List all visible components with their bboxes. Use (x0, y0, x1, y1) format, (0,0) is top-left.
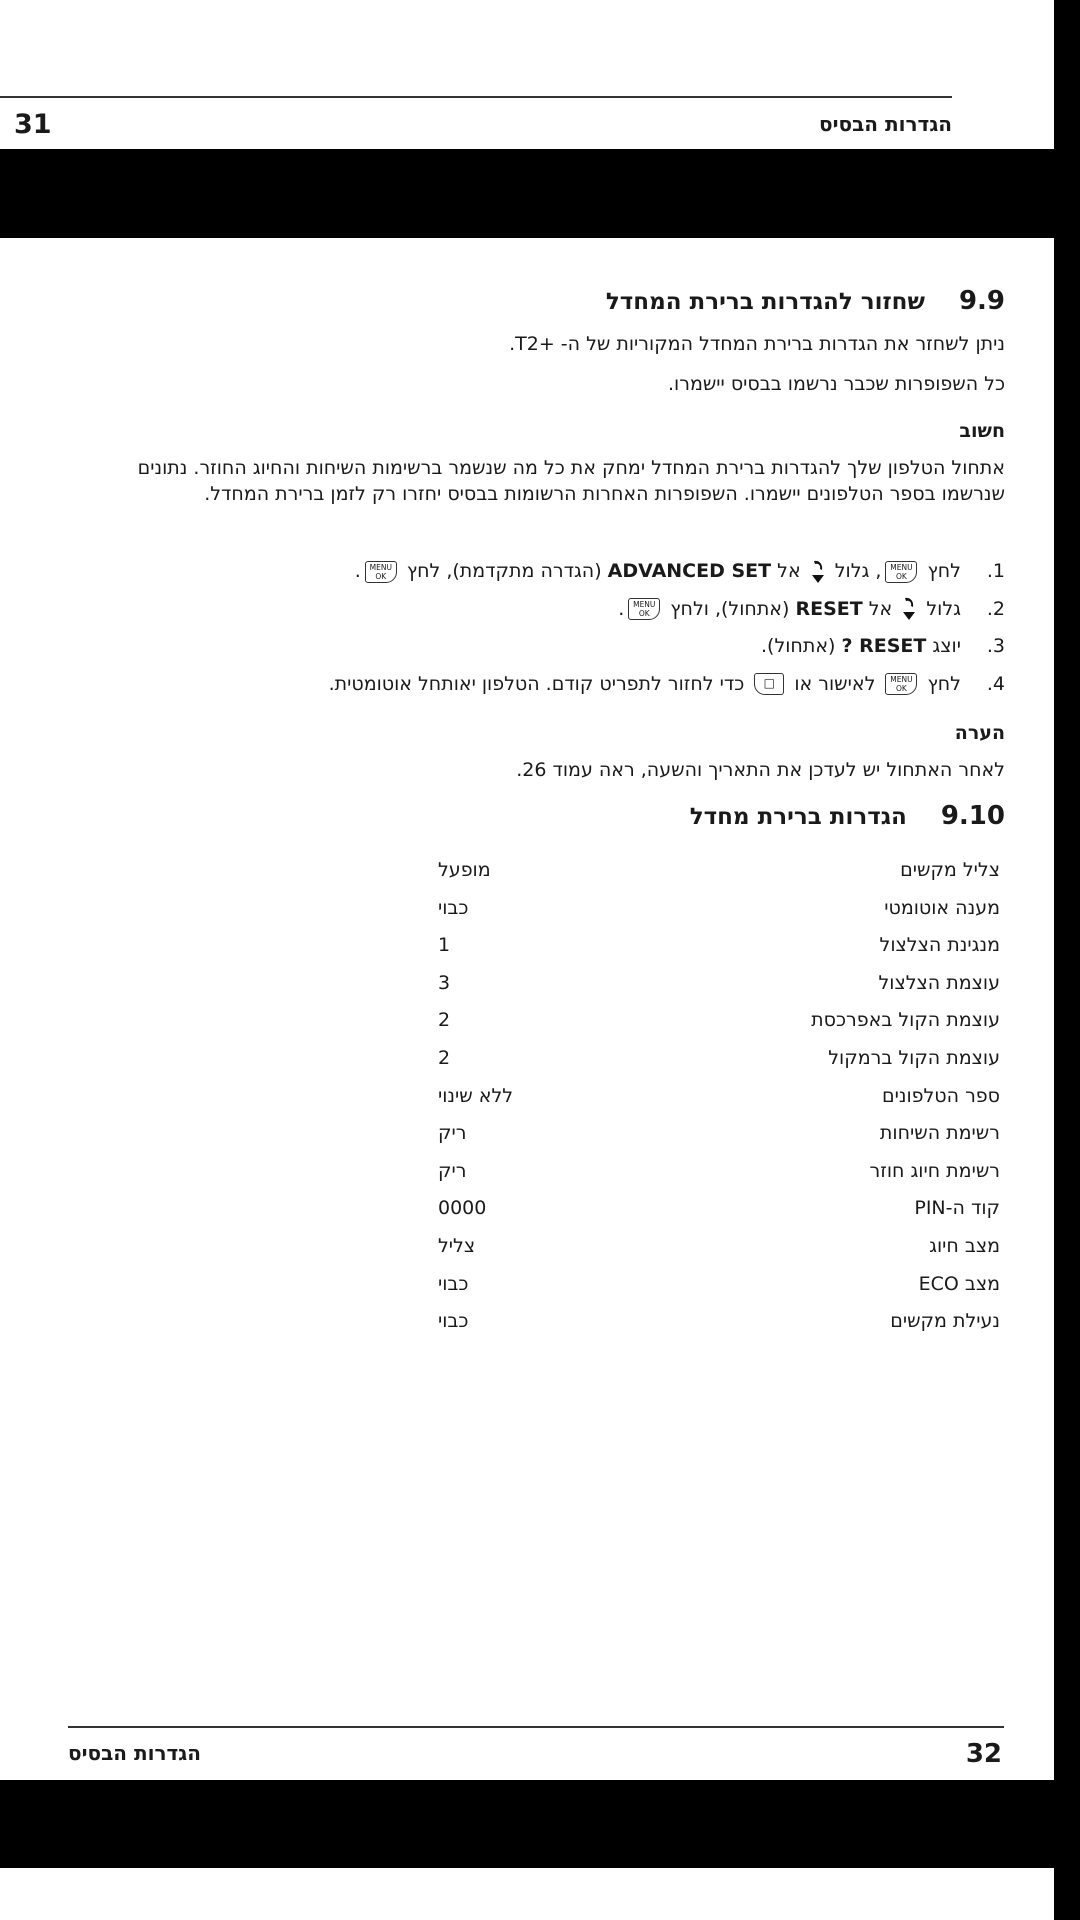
setting-value: 3 (438, 971, 451, 994)
table-row (438, 1269, 1000, 1307)
table-row (438, 1118, 1000, 1156)
setting-name: מצב חיוג (929, 1234, 1000, 1257)
steps-list (329, 553, 1005, 703)
setting-name: מנגינת הצלצול (879, 934, 1000, 957)
table-row (438, 930, 1000, 968)
setting-value: מופעל (438, 859, 491, 881)
section-number: 9.10 (940, 801, 1005, 831)
menu-ok-button-icon: MENU OK (885, 561, 917, 583)
important-label: חשוב (959, 420, 1005, 442)
table-row (438, 968, 1000, 1006)
setting-name: עוצמת הקול באפרכסת (811, 1009, 1000, 1032)
section-heading-reset (606, 286, 1005, 316)
step-4 (329, 666, 1005, 704)
back-button-icon: □ (754, 673, 784, 695)
top-rule (0, 96, 952, 98)
menu-ok-button-icon: MENU OK (885, 673, 917, 695)
table-row (438, 1081, 1000, 1119)
setting-name: רשימת השיחות (879, 1122, 1000, 1145)
setting-value: 2 (438, 1046, 451, 1069)
scroll-key-icon (901, 596, 917, 622)
step-text: כדי לחזור לתפריט קודם. הטלפון יאותחל אוטומטית. (328, 672, 745, 695)
step-text: . (618, 597, 625, 620)
page-edge-bar (1054, 0, 1080, 1920)
table-row (438, 1306, 1000, 1344)
page-title-bottom: הגדרות הבסיס (68, 1741, 201, 1765)
intro-text: ניתן לשחזר את הגדרות ברירת המחדל המקוריות של ה- +T2. (509, 333, 1005, 355)
section-number: 9.9 (958, 286, 1005, 316)
step-text: יוצג (932, 635, 961, 657)
menu-ok-button-icon: MENU OK (365, 561, 397, 583)
setting-value: 2 (438, 1009, 451, 1032)
setting-name: נעילת מקשים (890, 1310, 1000, 1333)
step-number: 2. (986, 597, 1005, 620)
page-separator-band (0, 149, 1054, 238)
step-keyword: ADVANCED SET (607, 560, 772, 582)
step-3 (329, 628, 1005, 666)
page-title-top: הגדרות הבסיס (819, 112, 952, 136)
step-text: לחץ (927, 672, 961, 695)
step-1 (329, 553, 1005, 591)
setting-value: ללא שינוי (438, 1084, 514, 1107)
step-number: 3. (986, 635, 1005, 657)
step-text: לאישור או (794, 672, 876, 695)
step-text: , גלול (834, 560, 882, 582)
setting-name: קוד ה-PIN (914, 1197, 1000, 1220)
table-row (438, 1005, 1000, 1043)
setting-value: צליל (438, 1234, 476, 1257)
setting-value: כבוי (438, 896, 469, 919)
page-number-top: 31 (14, 109, 52, 140)
setting-name: מענה אוטומטי (884, 896, 1000, 919)
table-row (438, 1043, 1000, 1081)
setting-name: מצב ECO (918, 1272, 1000, 1295)
page-number-bottom: 32 (965, 1739, 1002, 1769)
note-text: לאחר האתחול יש לעדכן את התאריך והשעה, ראה עמוד 26. (516, 759, 1005, 781)
section-title: הגדרות ברירת מחדל (689, 804, 907, 830)
step-2 (329, 591, 1005, 629)
setting-value: כבוי (438, 1310, 469, 1333)
setting-value: ריק (438, 1159, 467, 1182)
step-keyword: RESET ? (841, 635, 927, 657)
step-text: (הגדרה מתקדמת), לחץ (406, 560, 602, 582)
setting-name: רשימת חיוג חוזר (869, 1159, 1000, 1182)
important-text: אתחול הטלפון שלך להגדרות ברירת המחדל ימחק את כל מה שנשמר ברשימות השיחות והחיוג החוזר. נתונים שנרשמו בספר הטלפונים יישמרו. השפופרות האחרות הרשומות בבסיס יחזרו רק לזמן ברירת המחדל. (137, 457, 1005, 505)
setting-name: ספר הטלפונים (882, 1084, 1000, 1107)
step-text: אל (777, 560, 801, 582)
page-separator-band-bottom (0, 1780, 1054, 1868)
table-row (438, 1193, 1000, 1231)
intro-text-2: כל השפופרות שכבר נרשמו בבסיס יישמרו. (668, 373, 1005, 395)
setting-value: 1 (438, 934, 451, 957)
setting-value: ריק (438, 1122, 467, 1145)
section-title: שחזור להגדרות ברירת המחדל (605, 289, 925, 315)
step-number: 4. (986, 672, 1005, 695)
setting-name: עוצמת הקול ברמקול (828, 1046, 1000, 1069)
table-row (438, 1231, 1000, 1269)
step-text: גלול (926, 597, 961, 620)
step-text: לחץ (927, 560, 961, 582)
step-keyword: RESET (795, 597, 863, 620)
defaults-table (438, 855, 1000, 1344)
section-heading-defaults (690, 801, 1005, 831)
setting-name: צליל מקשים (900, 859, 1000, 881)
setting-name: עוצמת הצלצול (878, 971, 1000, 994)
setting-value: 0000 (438, 1197, 487, 1220)
scroll-key-icon (810, 559, 826, 585)
table-row (438, 1156, 1000, 1194)
table-row (438, 855, 1000, 893)
menu-ok-button-icon: MENU OK (628, 598, 660, 620)
table-row (438, 893, 1000, 931)
step-text: (אתחול). (761, 635, 836, 657)
step-text: (אתחול), ולחץ (670, 597, 790, 620)
bottom-rule (68, 1726, 1004, 1728)
step-text: אל (868, 597, 893, 620)
note-label: הערה (954, 722, 1005, 744)
step-number: 1. (986, 560, 1005, 582)
setting-value: כבוי (438, 1272, 469, 1295)
step-text: . (354, 560, 361, 582)
